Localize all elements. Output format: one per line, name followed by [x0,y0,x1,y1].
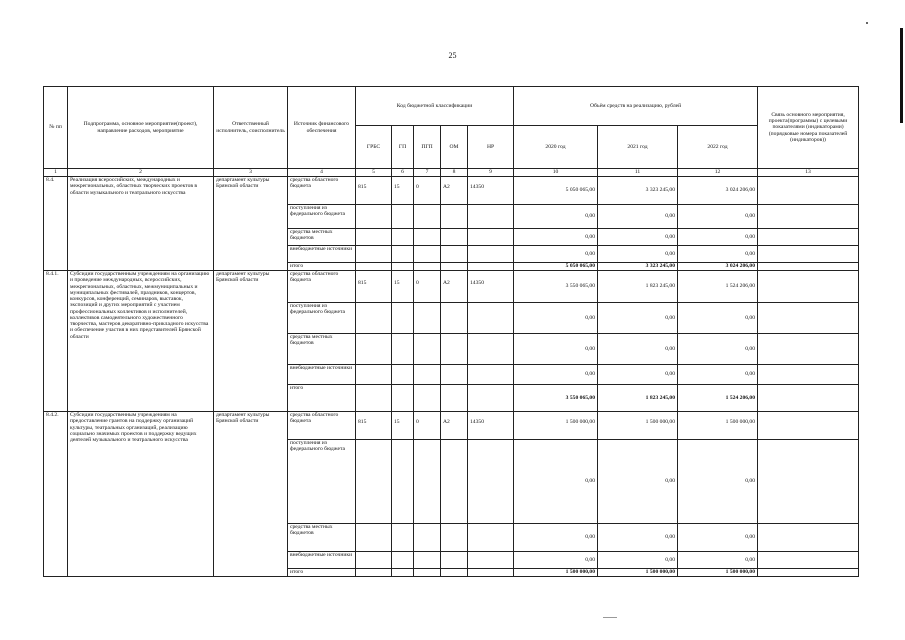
code-grbs: 815 [356,271,392,303]
source-federal: поступления из федерального бюджета [288,205,356,229]
header-gp: ГП [392,126,414,169]
col-number: 13 [758,169,859,177]
value-2022: 0,00 [678,229,758,246]
value-2021: 1 500 000,00 [598,412,678,440]
code-grbs: 815 [356,177,392,205]
link-cell [758,271,859,303]
page-number: 25 [448,51,457,60]
value-2020: 0,00 [514,365,598,385]
header-budget-code: Код бюджетной классификации [356,87,514,126]
scan-speck [866,22,868,24]
value-2021: 0,00 [598,205,678,229]
total-2020: 5 050 065,00 [514,263,598,271]
code-gp: 15 [392,177,414,205]
source-local: средства местных бюджетов [288,229,356,246]
table-row [44,412,859,440]
value-2021: 0,00 [598,303,678,334]
value-2021: 0,00 [598,334,678,365]
value-2020: 0,00 [514,205,598,229]
value-2022: 3 024 206,00 [678,177,758,205]
code-om: А2 [441,177,468,205]
section-num: 8.4.2. [44,412,68,577]
col-number: 8 [441,169,468,177]
source-total: итого [288,385,356,412]
section-responsible: департамент культуры Брянской области [214,177,288,271]
link-cell [758,412,859,440]
header-2021: 2021 год [598,126,678,169]
value-2021: 0,00 [598,229,678,246]
value-2021: 3 323 245,00 [598,177,678,205]
total-2022: 1 524 206,00 [678,385,758,412]
col-number: 3 [214,169,288,177]
total-2022: 1 500 000,00 [678,569,758,577]
section-title: Субсидии государственным учреждениям на предоставление грантов на поддержку организаций культуры, театральных организаций, реализацию социально значимых проектов и поддержку ведущих деятелей музыкального и театрального искусства [68,412,214,577]
col-number: 1 [44,169,68,177]
header-2022: 2022 год [678,126,758,169]
col-number: 2 [68,169,214,177]
source-local: средства местных бюджетов [288,524,356,552]
value-2020: 0,00 [514,524,598,552]
col-number: 6 [392,169,414,177]
value-2020: 3 550 065,00 [514,271,598,303]
source-local: средства местных бюджетов [288,334,356,365]
total-2021: 1 500 000,00 [598,569,678,577]
column-number-row [44,169,859,177]
code-grbs: 815 [356,412,392,440]
source-regional: средства областного бюджета [288,412,356,440]
total-2021: 1 823 245,00 [598,385,678,412]
section-num: 8.4. [44,177,68,271]
total-2020: 1 500 000,00 [514,569,598,577]
code-nr: 14350 [468,412,514,440]
value-2021: 0,00 [598,365,678,385]
table-header [44,87,859,177]
col-number: 5 [356,169,392,177]
col-number: 10 [514,169,598,177]
header-funds: Объём средств на реализацию, рублей [514,87,758,126]
scan-edge-mark [900,28,903,123]
header-om: ОМ [441,126,468,169]
value-2021: 0,00 [598,552,678,569]
value-2022: 0,00 [678,334,758,365]
section-responsible: департамент культуры Брянской области [214,271,288,412]
source-federal: поступления из федерального бюджета [288,303,356,334]
source-federal: поступления из федерального бюджета [288,440,356,524]
table-row [44,177,859,205]
section-responsible: департамент культуры Брянской области [214,412,288,577]
code-gp: 15 [392,271,414,303]
value-2021: 0,00 [598,246,678,263]
scan-speck [603,617,617,618]
value-2021: 0,00 [598,440,678,524]
code-pgp: 0 [414,177,441,205]
col-number: 12 [678,169,758,177]
total-2020: 3 550 065,00 [514,385,598,412]
value-2020: 0,00 [514,552,598,569]
col-number: 7 [414,169,441,177]
section-8-4-2 [44,412,859,577]
value-2021: 1 823 245,00 [598,271,678,303]
section-title: Реализация всероссийских, международных и межрегиональных, областных творческих проектов в области музыкального и театрального искусства [68,177,214,271]
value-2022: 0,00 [678,440,758,524]
source-extra: внебюджетные источники [288,246,356,263]
col-number: 11 [598,169,678,177]
total-2022: 3 024 206,00 [678,263,758,271]
section-8-4-1 [44,271,859,412]
header-subprogram: Подпрограмма, основное мероприятие(проект), направление расходов, мероприятие [68,87,214,169]
code-pgp: 0 [414,271,441,303]
value-2022: 0,00 [678,552,758,569]
code-gp: 15 [392,412,414,440]
value-2022: 0,00 [678,205,758,229]
source-extra: внебюджетные источники [288,365,356,385]
col-number: 9 [468,169,514,177]
source-extra: внебюджетные источники [288,552,356,569]
header-num: № пп [44,87,68,169]
value-2022: 0,00 [678,246,758,263]
source-regional: средства областного бюджета [288,177,356,205]
value-2020: 1 500 000,00 [514,412,598,440]
header-link: Связь основного мероприятия, проекта(программы) с целевыми показателями (индикаторами) (порядковые номера показателей (индикаторов)) [758,87,859,169]
section-8-4 [44,177,859,271]
source-total: итого [288,263,356,271]
code-nr: 14350 [468,177,514,205]
value-2020: 0,00 [514,303,598,334]
value-2021: 0,00 [598,524,678,552]
value-2022: 0,00 [678,365,758,385]
source-total: итого [288,569,356,577]
header-2020: 2020 год [514,126,598,169]
table-row [44,271,859,303]
col-number: 4 [288,169,356,177]
value-2020: 0,00 [514,246,598,263]
value-2022: 0,00 [678,524,758,552]
budget-table [43,86,859,577]
source-regional: средства областного бюджета [288,271,356,303]
value-2020: 5 050 065,00 [514,177,598,205]
link-cell [758,177,859,205]
code-om: А2 [441,271,468,303]
header-sources: Источник финансового обеспечения [288,87,356,169]
value-2020: 0,00 [514,229,598,246]
total-2021: 3 323 245,00 [598,263,678,271]
value-2022: 1 524 206,00 [678,271,758,303]
code-om: А2 [441,412,468,440]
value-2020: 0,00 [514,440,598,524]
code-nr: 14350 [468,271,514,303]
header-pgp: ПГП [414,126,441,169]
section-title: Субсидии государственным учреждениям на организацию и проведение международных, всероссийских, межрегиональных, областных, межмуниципальных и муниципальных фестивалей, праздников, концертов, конкурсов, конференций, семинаров, выставок, экспозиций и других мероприятий с участием профессиональных коллективов и исполнителей, коллективов самодеятельного художественного творчества, мастеров декоративно-прикладного искусства и обеспечение участия в них представителей Брянской области [68,271,214,412]
value-2022: 1 500 000,00 [678,412,758,440]
code-pgp: 0 [414,412,441,440]
header-grbs: ГРБС [356,126,392,169]
value-2022: 0,00 [678,303,758,334]
value-2020: 0,00 [514,334,598,365]
section-num: 8.4.1. [44,271,68,412]
header-responsible: Ответственный исполнитель, соисполнитель [214,87,288,169]
header-nr: НР [468,126,514,169]
